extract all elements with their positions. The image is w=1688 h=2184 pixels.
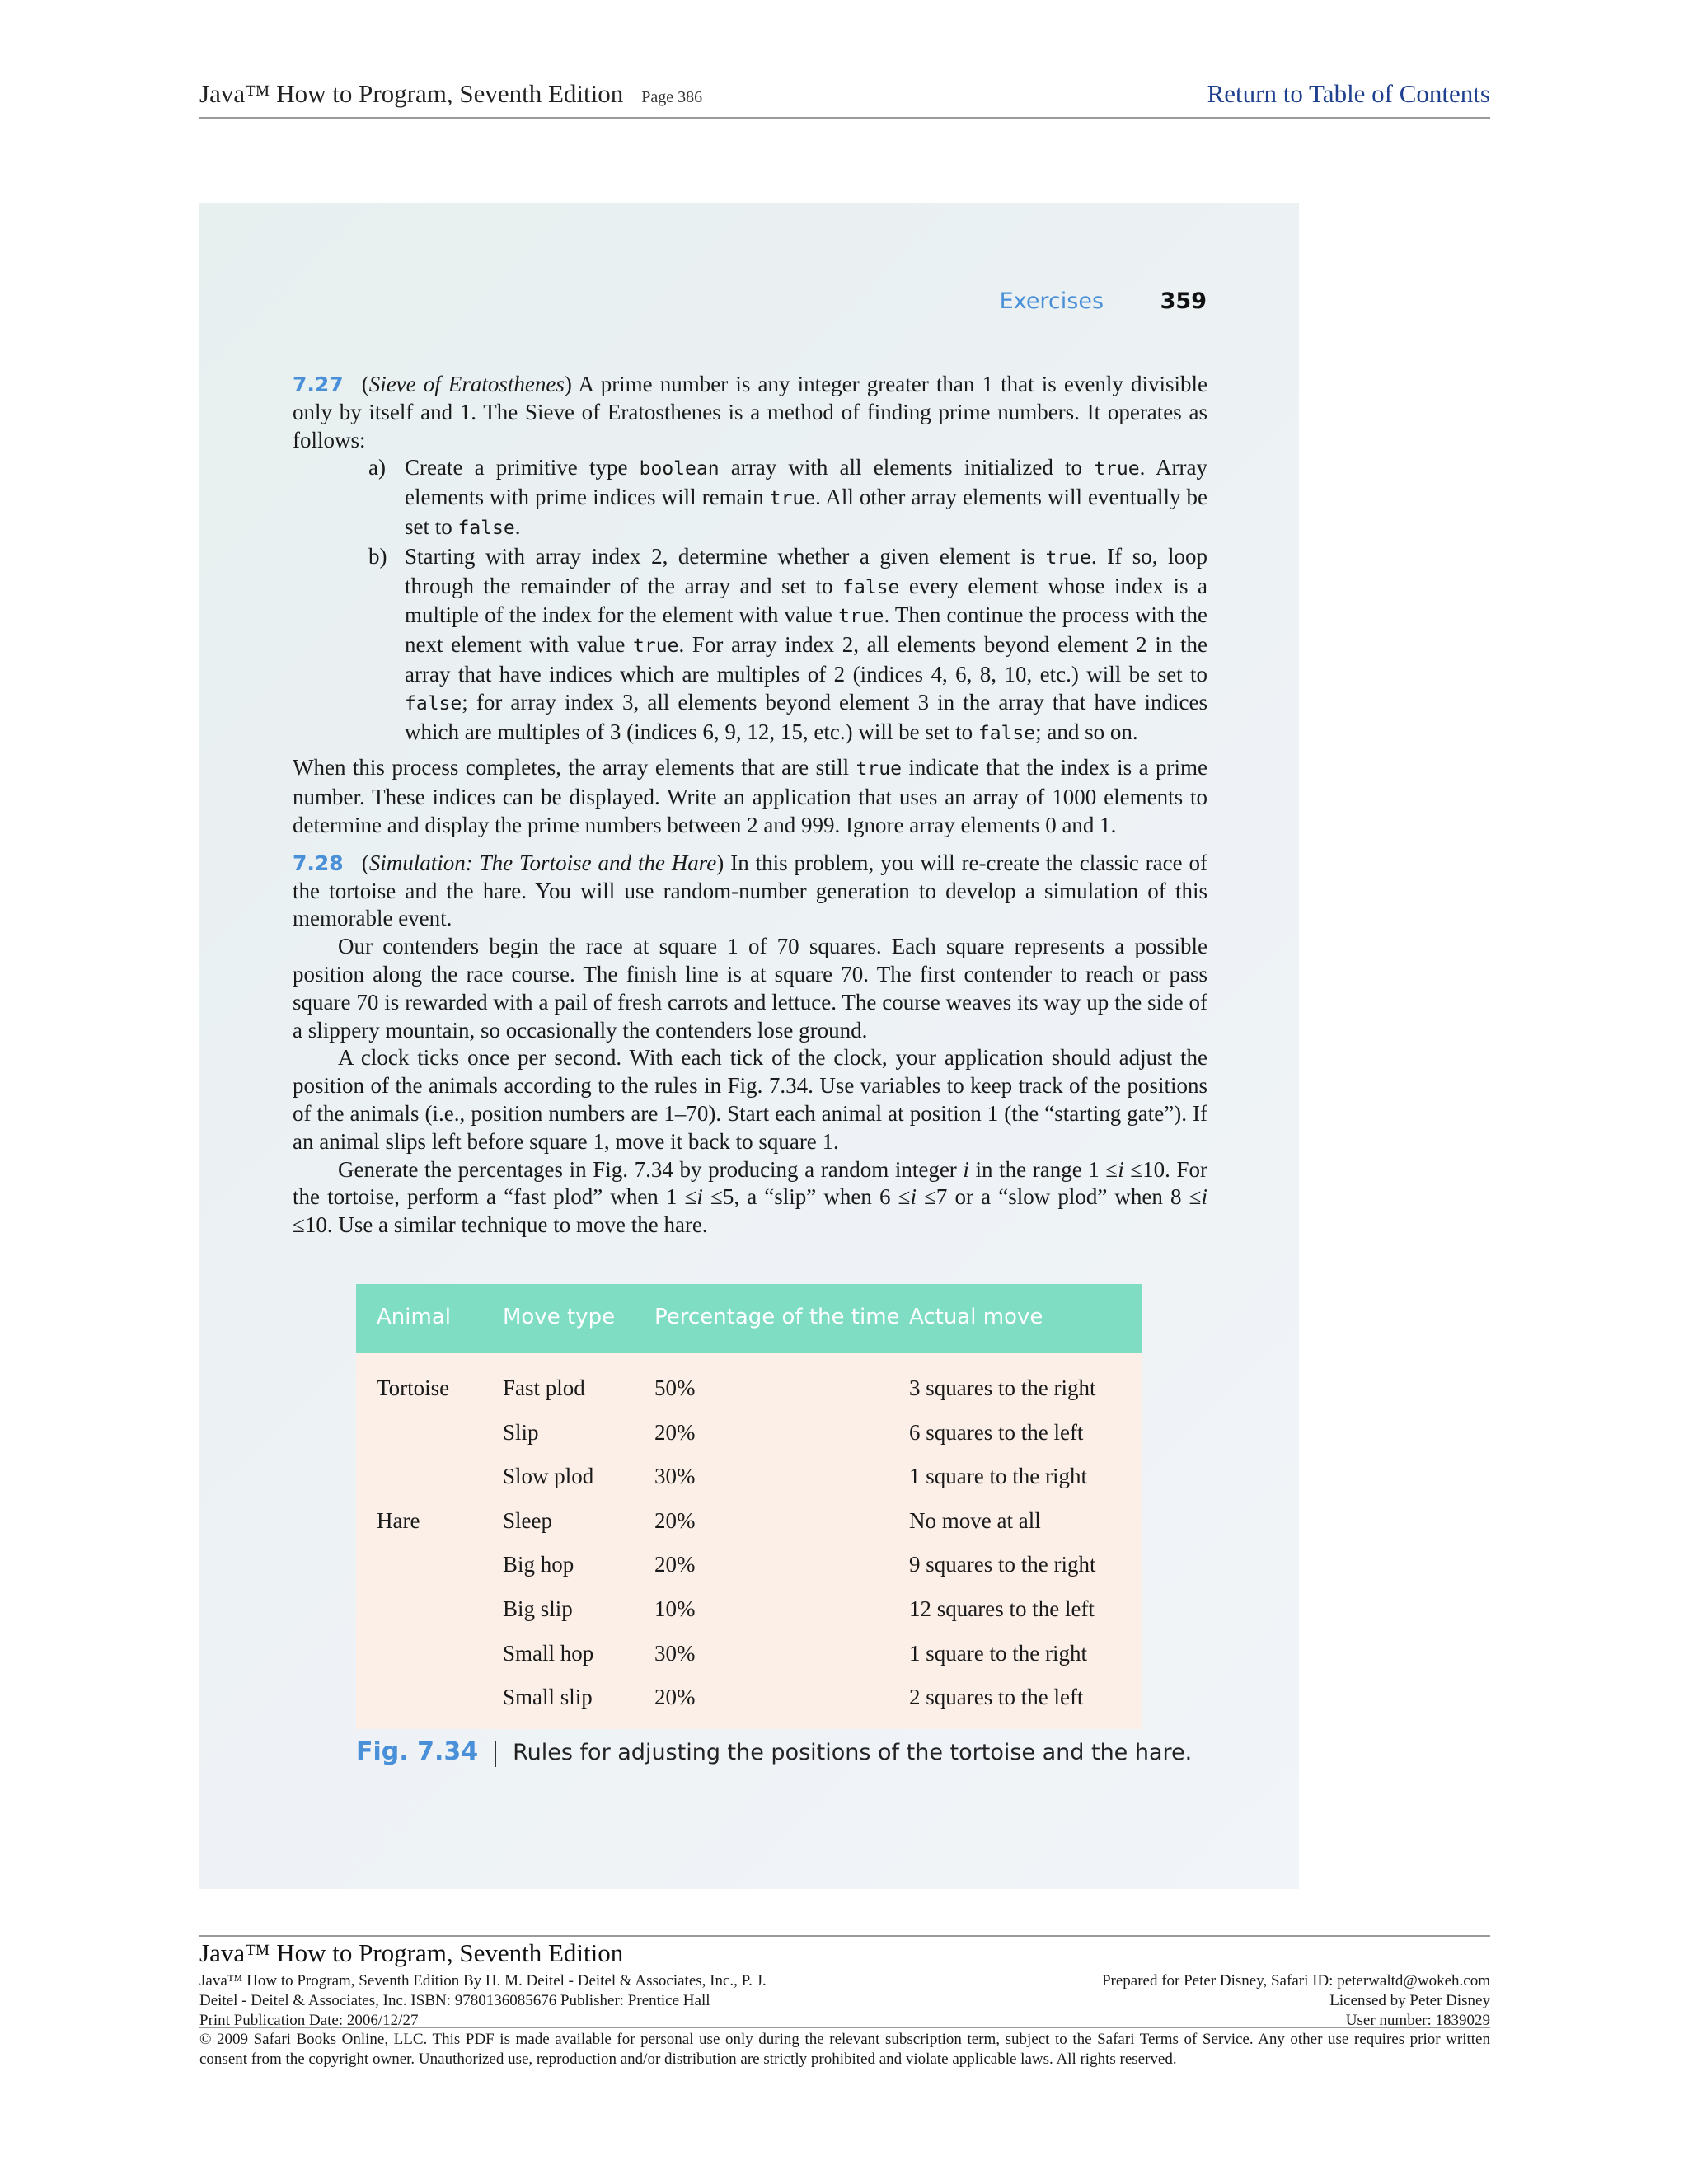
text: ≤10. For the tortoise, perform a “fast plod” when 1 ≤ <box>293 1156 1208 1210</box>
code: false <box>457 517 515 539</box>
table-cell: Slow plod <box>503 1464 594 1489</box>
table-row <box>356 1453 1142 1497</box>
exercise-number: 7.27 <box>293 373 344 396</box>
exercise-title: Simulation: The Tortoise and the Hare <box>368 850 717 875</box>
italic-var: i <box>963 1156 969 1182</box>
text: every element whose index is a multiple of the index for the element with value <box>405 573 1207 628</box>
text: . Then continue the process with the next element with value <box>405 602 1207 658</box>
code: true <box>1094 458 1140 480</box>
exercise-number: 7.28 <box>293 851 344 875</box>
table-cell: Slip <box>503 1419 539 1445</box>
text: . If so, loop through the remainder of the array and set to <box>405 543 1207 598</box>
exercise-intro-text: ) A prime number is any integer greater than 1 that is evenly divisible only by itself and 1. The Sieve of Eratosthenes is a method of finding prime numbers. It operates as follows: <box>293 372 1207 452</box>
list-item-a <box>293 454 1207 542</box>
list-label: a) <box>368 455 386 480</box>
table-row <box>356 1630 1142 1675</box>
italic-var: i <box>696 1184 703 1210</box>
table-cell: 6 squares to the left <box>909 1419 1084 1445</box>
text: ≤5, a “slip” when 6 ≤ <box>702 1184 911 1210</box>
table-cell: Big slip <box>503 1596 573 1621</box>
table-header <box>356 1284 1142 1353</box>
text: . For array index 2, all elements beyond element 2 in the array that have indices which are multiples of 2 (indices 4, 6, 8, 10, etc.) will be set to <box>405 632 1207 687</box>
exercise-title: Sieve of Eratosthenes <box>368 372 565 396</box>
table-cell: No move at all <box>909 1507 1041 1533</box>
footer-line: Java™ How to Program, Seventh Edition By H. M. Deitel - Deitel & Associates, Inc., P. J. <box>199 1972 767 1990</box>
section-title: Exercises <box>999 288 1104 314</box>
column-header: Percentage of the time <box>654 1305 900 1329</box>
code: true <box>856 758 902 780</box>
text: in the range 1 ≤ <box>968 1156 1118 1182</box>
paragraph <box>293 1156 1207 1240</box>
text: ≤10. Use a similar technique to move the hare. <box>293 1212 708 1238</box>
table-cell: 2 squares to the left <box>909 1685 1084 1710</box>
footer-book-info <box>199 1971 1024 2031</box>
caption-separator <box>495 1741 496 1767</box>
text: When this process completes, the array elements that are still <box>293 755 856 780</box>
table-cell: 3 squares to the right <box>909 1376 1096 1400</box>
footer-license-info <box>979 1971 1490 2031</box>
exercise-7-28-intro: 7.28 (Simulation: The Tortoise and the Hare) In this problem, you will re-create the classic race of the tortoise and the hare. You will use random-number generation to develop a simulation of this memorable event. <box>293 850 1207 931</box>
column-header: Move type <box>503 1305 616 1329</box>
table-row <box>356 1409 1142 1454</box>
book-title <box>199 79 702 109</box>
table-cell: Fast plod <box>503 1376 585 1400</box>
code: true <box>838 606 884 628</box>
table-row <box>356 1365 1142 1409</box>
top-header <box>199 76 1490 119</box>
italic-var: i <box>1118 1156 1124 1182</box>
table-row <box>356 1586 1142 1630</box>
footer-line: Deitel - Deitel & Associates, Inc. ISBN: 9780136085676 Publisher: Prentice Hall <box>199 1992 710 2009</box>
text: Generate the percentages in Fig. 7.34 by producing a random integer <box>338 1156 964 1182</box>
text: . <box>514 513 521 539</box>
exercise-intro-text: ) In this problem, you will re-create the classic race of the tortoise and the hare. You will use random-number generation to develop a simulation of this memorable event. <box>293 850 1207 931</box>
italic-var: i <box>910 1184 917 1210</box>
table-cell: 12 squares to the left <box>909 1596 1095 1621</box>
code: false <box>978 722 1036 744</box>
italic-var: i <box>1201 1184 1207 1210</box>
table-cell: 9 squares to the right <box>909 1552 1096 1577</box>
text: . All other array elements will eventually be set to <box>405 485 1207 539</box>
exercise-7-27-intro: 7.27 (Sieve of Eratosthenes) A prime number is any integer greater than 1 that is evenly divisible only by itself and 1. The Sieve of Eratosthenes is a method of finding prime numbers. It operates as follows: <box>293 372 1207 452</box>
caption-text: Rules for adjusting the positions of the tortoise and the hare. <box>513 1740 1193 1765</box>
table-cell: 1 square to the right <box>909 1640 1087 1666</box>
text: ≤7 or a “slow plod” when 8 ≤ <box>916 1184 1202 1210</box>
table-row <box>356 1541 1142 1586</box>
text: . Array elements with prime indices will remain <box>405 455 1207 510</box>
page-content <box>293 371 1207 1240</box>
code: true <box>1045 546 1091 569</box>
exercise-7-27-closing <box>293 754 1207 839</box>
list-label: b) <box>368 543 387 569</box>
table-cell: Tortoise <box>377 1376 450 1400</box>
figure-table <box>356 1284 1142 1729</box>
paragraph: A clock ticks once per second. With each tick of the clock, your application should adjust the position of the animals according to the rules in Fig. 7.34. Use variables to keep track of the positions of the animals (i.e., position numbers are 1–70). Start each animal at position 1 (the “starting gate”). If an animal slips left before square 1, move it back to square 1. <box>293 1045 1207 1154</box>
text: array with all elements initialized to <box>719 455 1095 480</box>
code: boolean <box>639 458 720 480</box>
table-cell: 30% <box>654 1640 696 1666</box>
code: false <box>842 576 900 598</box>
text: Starting with array index 2, determine whether a given element is <box>405 543 1046 569</box>
footer-line: Prepared for Peter Disney, Safari ID: peterwaltd@wokeh.com <box>1101 1972 1490 1990</box>
table-cell: 30% <box>654 1464 696 1489</box>
footer-line: Print Publication Date: 2006/12/27 <box>199 2012 419 2029</box>
footer-title: Java™ How to Program, Seventh Edition <box>199 1938 624 1967</box>
footer-line: User number: 1839029 <box>1345 2012 1490 2029</box>
text: ; and so on. <box>1035 719 1138 744</box>
column-header: Animal <box>377 1305 451 1329</box>
table-row <box>356 1497 1142 1542</box>
copyright-notice: © 2009 Safari Books Online, LLC. This PDF is made available for personal use only during the relevant subscription term, subject to the Safari Terms of Service. Any other use requires prior written consent from the copyright owner. Unauthorized use, reproduction and/or distribution are strictly prohibited and violate applicable laws. All rights reserved. <box>199 2027 1490 2069</box>
table-cell: Small hop <box>503 1640 594 1666</box>
text: ; for array index 3, all elements beyond element 3 in the array that have indices which are multiples of 3 (indices 6, 9, 12, 15, etc.) will be set to <box>405 689 1207 744</box>
text: indicate that the index is a prime number. These indices can be displayed. Write an application that uses an array of 1000 elements to determine and display the prime numbers between 2 and 999. Ignore array elements 0 and 1. <box>293 755 1207 837</box>
table-cell: 10% <box>654 1596 696 1621</box>
table-of-contents-link[interactable]: Return to Table of Contents <box>1207 79 1490 108</box>
table-cell: Big hop <box>503 1552 574 1577</box>
table-cell: Small slip <box>503 1685 593 1710</box>
paragraph: Our contenders begin the race at square 1 of 70 squares. Each square represents a possible position along the race course. The finish line is at square 70. The first contender to reach or pass square 70 is rewarded with a pail of fresh carrots and lettuce. The course weaves its way up the side of a slippery mountain, so occasionally the contenders lose ground. <box>293 934 1207 1043</box>
code: true <box>769 488 816 510</box>
column-header: Actual move <box>909 1305 1043 1329</box>
table-cell: 1 square to the right <box>909 1464 1087 1489</box>
table-cell: 20% <box>654 1419 696 1445</box>
table-cell: 20% <box>654 1685 696 1710</box>
figure-caption <box>356 1737 1192 1767</box>
footer <box>199 1935 1490 2068</box>
table-cell: Sleep <box>503 1507 552 1533</box>
book-title-text: Java™ How to Program, Seventh Edition <box>199 79 624 108</box>
table-cell: 20% <box>654 1507 696 1533</box>
table-row <box>356 1674 1142 1718</box>
page-number: 359 <box>1160 288 1207 314</box>
code: true <box>633 635 679 658</box>
text: Create a primitive type <box>405 455 640 480</box>
footer-line: Licensed by Peter Disney <box>1329 1992 1490 2009</box>
table-body <box>356 1353 1142 1718</box>
table-cell: 20% <box>654 1552 696 1577</box>
code: false <box>405 692 462 715</box>
running-head <box>1000 288 1207 314</box>
table-cell: Hare <box>377 1507 420 1533</box>
figure-label: Fig. 7.34 <box>356 1737 479 1766</box>
page-label: Page 386 <box>641 88 703 106</box>
list-item-b <box>293 543 1207 748</box>
table-cell: 50% <box>654 1376 696 1400</box>
